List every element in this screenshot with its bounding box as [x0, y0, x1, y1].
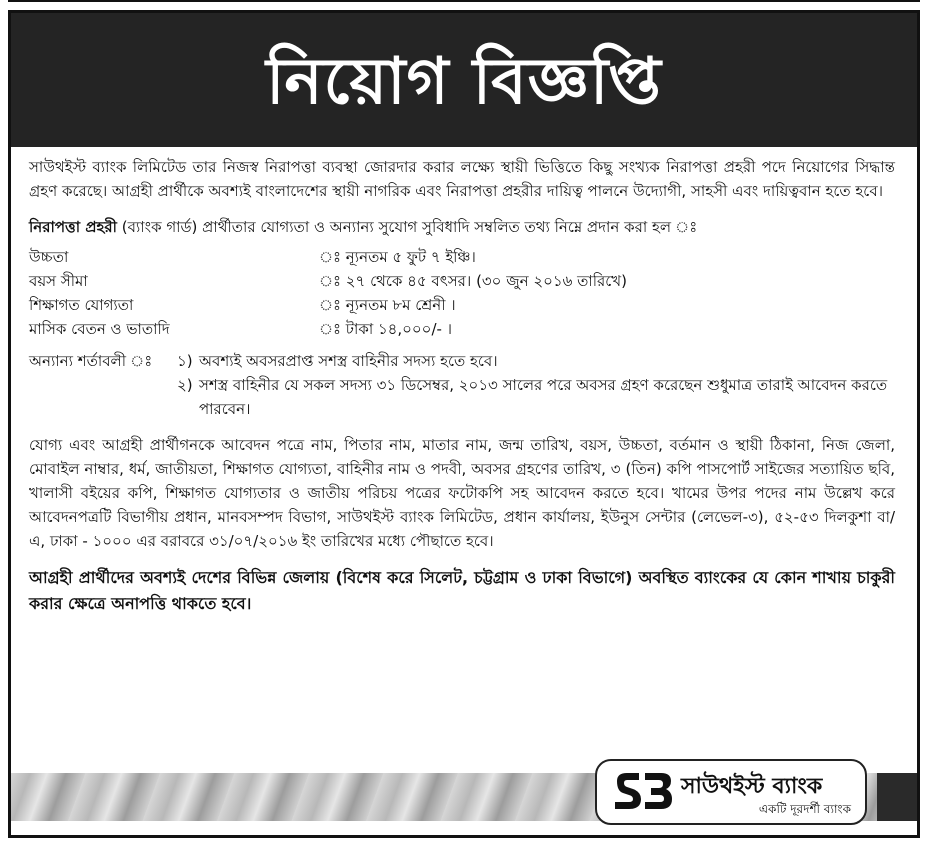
bank-name: সাউথইস্ট ব্যাংক	[681, 774, 823, 799]
southeast-bank-logo-icon	[611, 771, 673, 811]
other-conditions-list	[177, 349, 895, 421]
advertisement-frame	[8, 10, 920, 838]
qualification-label: উচ্চতা	[29, 248, 69, 266]
notice-paragraph: আগ্রহী প্রার্থীদের অবশ্যই দেশের বিভিন্ন জেলায় (বিশেষ করে সিলেট, চট্টগ্রাম ও ঢাকা বিভাগে) অবস্থিত ব্যাংকের যে কোন শাখায় চাকুরী করার ক্ষেত্রে অনাপত্তি থাকতে হবে।	[29, 568, 895, 613]
list-item	[177, 349, 895, 373]
qualification-label: বয়স সীমা	[29, 272, 88, 290]
other-conditions-label: অন্যান্য শর্তাবলী ঃ	[29, 352, 153, 370]
table-row	[29, 317, 627, 341]
qualifications-table	[29, 245, 627, 341]
table-row	[29, 293, 627, 317]
top-rule	[8, 0, 920, 2]
table-row	[29, 269, 627, 293]
qualification-value: ঃ ন্যূনতম ৫ ফুট ৭ ইঞ্চি।	[319, 248, 476, 266]
condition-number: ২)	[177, 376, 193, 394]
qualification-label: মাসিক বেতন ও ভাতাদি	[29, 320, 170, 338]
other-conditions	[29, 349, 895, 421]
qualification-label: শিক্ষাগত যোগ্যতা	[29, 296, 134, 314]
table-row	[29, 245, 627, 269]
footer	[11, 759, 917, 835]
list-item	[177, 373, 895, 421]
bank-logo	[595, 759, 867, 825]
bank-tagline: একটি দূরদর্শী ব্যাংক	[758, 802, 851, 816]
condition-text: সশস্ত্র বাহিনীর যে সকল সদস্য ৩১ ডিসেম্বর, ২০১৩ সালের পরে অবসর গ্রহণ করেছেন শুধুমাত্র তারাই আবেদন করতে পারবেন।	[199, 376, 888, 418]
page-title: নিয়োগ বিজ্ঞপ্তি	[266, 44, 662, 119]
intro-paragraph: সাউথইস্ট ব্যাংক লিমিটেড তার নিজস্ব নিরাপত্তা ব্যবস্থা জোরদার করার লক্ষ্যে স্থায়ী ভিত্তিতে কিছু সংখ্যক নিরাপত্তা প্রহরী পদে নিয়োগের সিদ্ধান্ত গ্রহণ করেছে। আগ্রহী প্রার্থীকে অবশ্যই বাংলাদেশের স্থায়ী নাগরিক এবং নিরাপত্তা প্রহরীর দায়িত্ব পালনে উদ্যোগী, সাহসী এবং দায়িত্ববান হতে হবে।	[29, 158, 895, 200]
position-name: নিরাপত্তা প্রহরী	[29, 218, 117, 236]
qualification-value: ঃ ন্যূনতম ৮ম শ্রেনী ।	[319, 296, 456, 314]
qualifications-intro-text: (ব্যাংক গার্ড) প্রার্থীতার যোগ্যতা ও অন্যান্য সুযোগ সুবিধাদি সম্বলিত তথ্য নিম্নে প্রদান করা হল ঃ	[116, 218, 698, 236]
qualifications-intro	[29, 215, 895, 239]
application-paragraph: যোগ্য এবং আগ্রহী প্রার্থীগনকে আবেদন পত্রে নাম, পিতার নাম, মাতার নাম, জন্ম তারিখ, বয়স, উচ্চতা, বর্তমান ও স্থায়ী ঠিকানা, নিজ জেলা, মোবাইল নাম্বার, ধর্ম, জাতীয়তা, শিক্ষাগত যোগ্যতা, বাহিনীর নাম ও পদবী, অবসর গ্রহণের তারিখ, ৩ (তিন) কপি পাসপোর্ট সাইজের সত্যায়িত ছবি, খালাসী বইয়ের কপি, শিক্ষাগত যোগ্যতার ও জাতীয় পরিচয় পত্রের ফটোকপি সহ আবেদন করতে হবে। খামের উপর পদের নাম উল্লেখ করে আবেদনপত্রটি বিভাগীয় প্রধান, মানবসম্পদ বিভাগ, সাউথইস্ট ব্যাংক লিমিটেড, প্রধান কার্যালয়, ইউনুস সেন্টার (লেভেল-৩), ৫২-৫৩ দিলকুশা বা/এ, ঢাকা - ১০০০ এর বরাবরে ৩১/০৭/২০১৬ ইং তারিখের মধ্যে পৌছাতে হবে।	[29, 436, 895, 550]
condition-number: ১)	[177, 352, 193, 370]
advertisement-body	[29, 155, 895, 617]
qualification-value: ঃ ২৭ থেকে ৪৫ বৎসর। (৩০ জুন ২০১৬ তারিখে)	[319, 272, 627, 290]
decorative-band-end	[877, 773, 917, 821]
header-banner	[11, 13, 917, 147]
condition-text: অবশ্যই অবসরপ্রাপ্ত সশস্ত্র বাহিনীর সদস্য হতে হবে।	[199, 352, 498, 370]
qualification-value: ঃ টাকা ১৪,০০০/- ।	[319, 320, 453, 338]
